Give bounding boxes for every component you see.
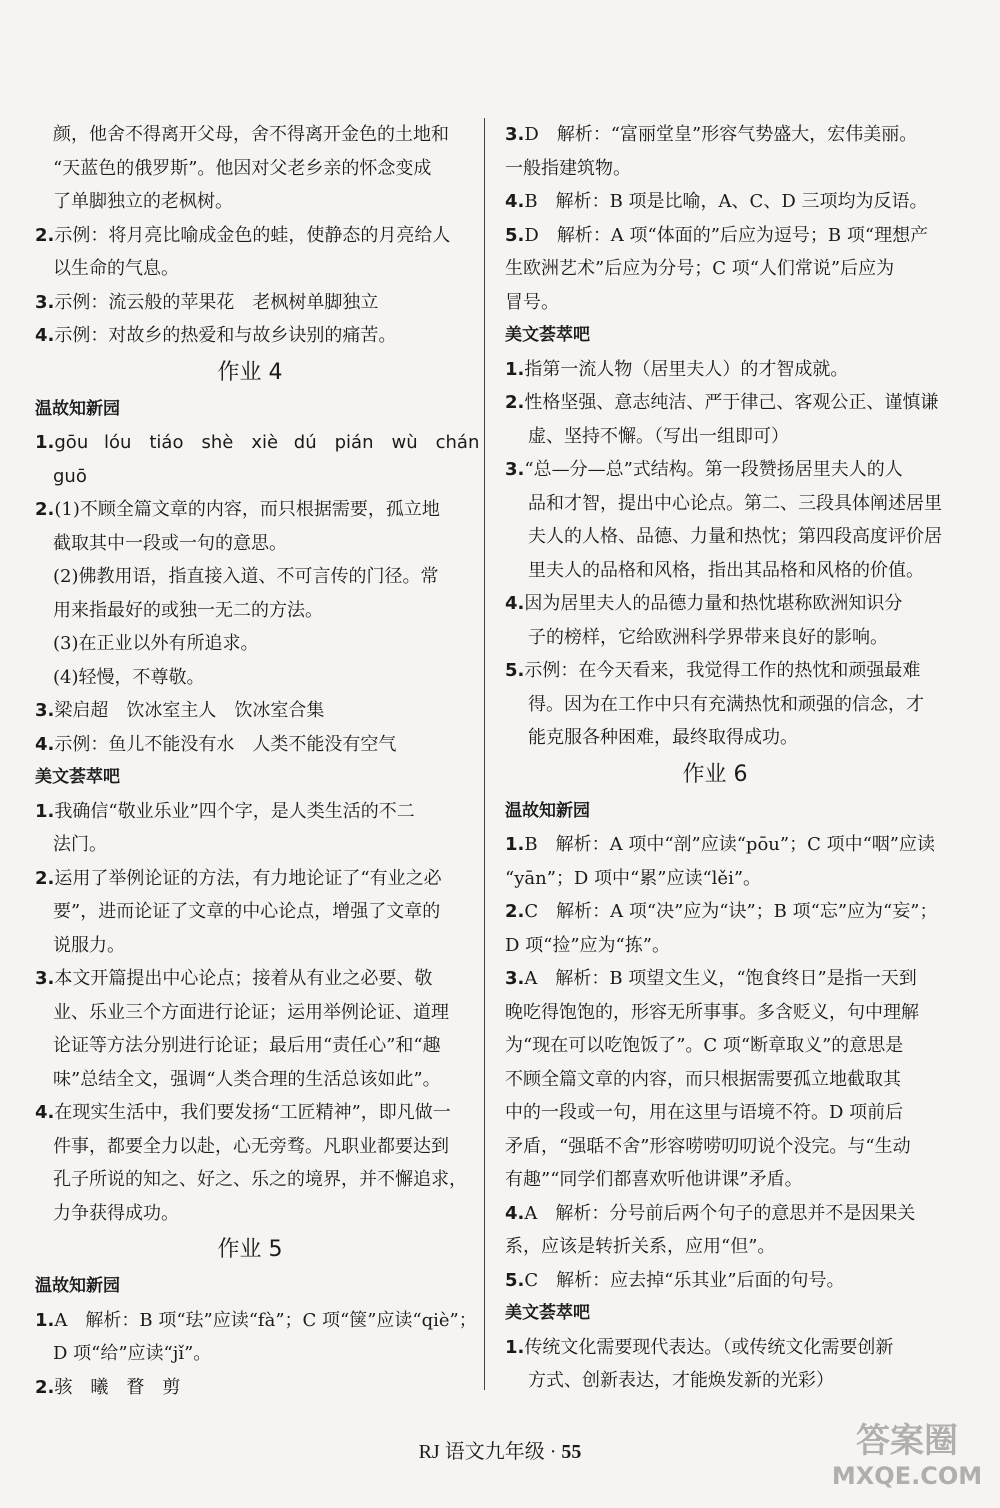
question-number: 4. <box>505 191 525 212</box>
answer-text: 梁启超 饮冰室主人 饮冰室合集 <box>54 700 325 721</box>
answer-text: 我确信“敬业乐业”四个字，是人类生活的不二 <box>54 800 415 822</box>
answer-text: (1)不顾全篇文章的内容，而只根据需要，孤立地 <box>54 499 440 520</box>
answer-text: 运用了举例论证的方法，有力地论证了“有业之必 <box>54 867 442 889</box>
text-line: D 项“给”应读“jǐ”。 <box>53 1343 212 1364</box>
question-number: 1. <box>35 432 55 453</box>
answer-line <box>35 319 465 353</box>
text-line: 孔子所说的知之、好之、乐之的境界，并不懈追求， <box>53 1169 467 1190</box>
answer-choice: B <box>524 191 538 212</box>
answer-line <box>35 862 465 896</box>
question-number: 3. <box>35 700 55 721</box>
answer-choice: A <box>54 1309 68 1331</box>
text-line: (4)轻慢，不尊敬。 <box>53 666 205 688</box>
question-number: 2. <box>35 499 55 520</box>
answer-line <box>35 286 465 320</box>
answer-choice: C <box>524 1269 539 1291</box>
question-number: 2. <box>35 867 55 889</box>
answer-line <box>505 386 939 420</box>
text-line: 夫人的人格、品德、力量和热忱；第四段高度评价居 <box>528 526 942 547</box>
answer-text: 本文开篇提出中心论点；接着从有业之必要、敬 <box>54 968 433 989</box>
answer-text: ：应去掉“乐其业”后面的句号。 <box>592 1269 845 1291</box>
question-number: 2. <box>505 392 525 413</box>
answer-line <box>505 1331 925 1365</box>
answer-text: 示例：对故乡的热爱和与故乡诀别的痛苦。 <box>54 325 397 346</box>
answer-line <box>35 493 465 527</box>
question-number: 1. <box>505 834 525 855</box>
answer-line <box>505 1197 925 1231</box>
question-number: 4. <box>35 325 55 346</box>
question-number: 5. <box>505 224 525 246</box>
answer-text: ：A 项中“剖”应读“pōu”；C 项中“咽”应读 <box>591 834 935 855</box>
section-heading: 美文荟萃吧 <box>505 325 590 345</box>
answer-text: ：B 项是比喻，A、C、D 三项均为反语。 <box>591 191 928 212</box>
analysis-label: 解析 <box>556 901 593 922</box>
answer-choice: D <box>524 124 539 145</box>
answer-text: 示例：流云般的苹果花 老枫树单脚独立 <box>54 291 379 313</box>
answer-line <box>35 1096 465 1130</box>
page-number: 55 <box>561 1441 582 1463</box>
answer-choice: D <box>524 224 539 246</box>
answer-line <box>35 219 465 253</box>
text-line: 用来指最好的或独一无二的方法。 <box>53 599 323 621</box>
answer-text: ：“富丽堂皇”形容气势盛大，宏伟美丽。 <box>592 124 918 145</box>
text-line: 矛盾，“强聒不舍”形容唠唠叨叨说个没完。与“生动 <box>505 1135 911 1157</box>
footer-label: RJ 语文九年级 · <box>418 1441 562 1463</box>
question-number: 3. <box>505 968 525 989</box>
answer-line <box>505 895 938 929</box>
question-number: 3. <box>505 124 525 145</box>
text-line: 方式、创新表达，才能焕发新的光彩） <box>528 1370 834 1391</box>
answer-line <box>35 795 465 829</box>
answer-text: 因为居里夫人的品德力量和热忱堪称欧洲知识分 <box>524 593 903 614</box>
answer-text: 指第一流人物（居里夫人）的才智成就。 <box>524 358 849 380</box>
analysis-label: 解析 <box>85 1309 122 1331</box>
answer-text: ：A 项“决”应为“诀”；B 项“忘”应为“妄”； <box>592 901 938 922</box>
answer-line <box>505 185 928 219</box>
text-line: “天蓝色的俄罗斯”。他因对父老乡亲的怀念变成 <box>53 157 432 179</box>
question-number: 2. <box>505 901 525 922</box>
answer-text: “总—分—总”式结构。第一段赞扬居里夫人的人 <box>524 459 903 480</box>
text-line: 要”，进而论证了文章的中心论点，增强了文章的 <box>53 901 441 922</box>
answer-line <box>35 426 480 460</box>
answer-text: 性格坚强、意志纯洁、严于律己、客观公正、谨慎谦 <box>524 392 939 413</box>
homework-heading: 作业 6 <box>682 761 748 787</box>
analysis-label: 解析 <box>556 224 593 246</box>
question-number: 3. <box>35 968 55 989</box>
text-line: 法门。 <box>53 834 107 855</box>
text-line: 论证等方法分别进行论证；最后用“责任心”和“趣 <box>53 1035 441 1056</box>
text-line: D 项“捡”应为“拣”。 <box>505 934 670 956</box>
text-line: 为“现在可以吃饱饭了”。C 项“断章取义”的意思是 <box>505 1035 904 1056</box>
answer-line <box>35 728 465 762</box>
section-heading: 温故知新园 <box>35 1276 120 1296</box>
text-line: 颜，他舍不得离开父母，舍不得离开金色的土地和 <box>53 124 449 145</box>
answer-line <box>505 654 925 688</box>
section-heading: 温故知新园 <box>505 800 590 821</box>
question-number: 4. <box>505 1202 525 1224</box>
answer-line <box>35 1304 477 1338</box>
text-line: 味”总结全文，强调“人类合理的生活总该如此”。 <box>53 1068 441 1090</box>
question-number: 1. <box>505 1336 525 1358</box>
section-heading: 美文荟萃吧 <box>505 1303 590 1323</box>
analysis-label: 解析 <box>555 834 592 855</box>
answer-choice: B <box>524 834 538 855</box>
text-line: 了单脚独立的老枫树。 <box>53 191 233 212</box>
answer-line <box>505 219 929 253</box>
left-column <box>35 118 480 1404</box>
answer-line <box>505 587 925 621</box>
answer-choice: A <box>524 1202 538 1224</box>
question-number: 1. <box>505 358 525 380</box>
answer-text: 示例：鱼儿不能没有水 人类不能没有空气 <box>54 733 397 755</box>
text-line: 系，应该是转折关系，应用“但”。 <box>505 1236 776 1257</box>
text-line: 一般指建筑物。 <box>505 157 631 179</box>
answer-line <box>35 694 465 728</box>
text-line: 晚吃得饱饱的，形容无所事事。多含贬义，句中理解 <box>505 1001 919 1023</box>
text-line: guō <box>53 465 87 487</box>
section-heading: 美文荟萃吧 <box>35 767 120 787</box>
question-number: 4. <box>35 1102 55 1123</box>
answer-line <box>505 353 925 387</box>
watermark-logo <box>832 1414 982 1494</box>
answer-choice: A <box>524 968 538 989</box>
text-line: 力争获得成功。 <box>53 1202 179 1224</box>
analysis-label: 解析 <box>555 1202 592 1224</box>
answer-text: ：B 项“珐”应读“fà”；C 项“箧”应读“qiè”； <box>121 1309 477 1331</box>
answer-line <box>35 1371 465 1405</box>
question-number: 1. <box>35 800 55 822</box>
answer-text: 在现实生活中，我们要发扬“工匠精神”，即凡做一 <box>54 1102 451 1123</box>
svg-text:MXQE.COM: MXQE.COM <box>832 1462 982 1490</box>
question-number: 2. <box>35 1376 55 1398</box>
question-number: 4. <box>35 733 55 755</box>
answer-text: ：B 项望文生义，“饱食终日”是指一天到 <box>591 968 917 989</box>
text-line: 生欧洲艺术”后应为分号；C 项“人们常说”后应为 <box>505 258 895 279</box>
answer-text: 示例：将月亮比喻成金色的蛙，使静态的月亮给人 <box>54 224 451 246</box>
text-line: (3)在正业以外有所追求。 <box>53 633 259 654</box>
svg-text:答案圈: 答案圈 <box>856 1421 958 1461</box>
text-line: 里夫人的品格和风格，指出其品格和风格的价值。 <box>528 559 924 581</box>
text-line: 说服力。 <box>53 934 125 956</box>
answer-line <box>505 453 925 487</box>
question-number: 5. <box>505 1269 525 1291</box>
text-line: 子的榜样，它给欧洲科学界带来良好的影响。 <box>528 626 888 648</box>
right-column <box>505 118 942 1398</box>
text-line: 冒号。 <box>505 291 559 313</box>
answer-text: 示例：在今天看来，我觉得工作的热忱和顽强最难 <box>524 660 921 681</box>
answer-line <box>505 962 925 996</box>
text-line: (2)佛教用语，指直接入道、不可言传的门径。常 <box>53 566 439 587</box>
homework-heading: 作业 5 <box>217 1237 283 1262</box>
question-number: 3. <box>35 291 55 313</box>
text-line: 中的一段或一句，用在这里与语境不符。D 项前后 <box>505 1102 904 1123</box>
analysis-label: 解析 <box>555 968 592 989</box>
analysis-label: 解析 <box>556 124 593 145</box>
answer-text: 传统文化需要现代表达。（或传统文化需要创新 <box>524 1336 894 1358</box>
answer-choice: C <box>524 901 539 922</box>
text-line: 业、乐业三个方面进行论证；运用举例论证、道理 <box>53 1001 449 1023</box>
text-line: 有趣”“同学们都喜欢听他讲课”矛盾。 <box>505 1169 803 1190</box>
text-line: 不顾全篇文章的内容，而只根据需要孤立地截取其 <box>505 1068 901 1090</box>
text-line: 能克服各种困难，最终取得成功。 <box>528 727 798 748</box>
answer-line <box>35 962 465 996</box>
section-heading: 温故知新园 <box>35 398 120 419</box>
answer-text: ：分号前后两个句子的意思并不是因果关 <box>591 1202 916 1224</box>
homework-heading: 作业 4 <box>217 359 283 385</box>
answer-text: 骇 曦 瞀 剪 <box>54 1376 181 1398</box>
question-number: 2. <box>35 224 55 246</box>
text-line: 以生命的气息。 <box>53 258 179 279</box>
question-number: 5. <box>505 660 525 681</box>
text-line: 品和才智，提出中心论点。第二、三段具体阐述居里 <box>528 492 942 514</box>
text-line: “yān”；D 项中“累”应读“lěi”。 <box>505 867 762 889</box>
question-number: 1. <box>35 1309 55 1331</box>
analysis-label: 解析 <box>555 191 592 212</box>
text-line: 件事，都要全力以赴，心无旁骛。凡职业都要达到 <box>53 1135 449 1157</box>
answer-text: gōu lóu tiáo shè xiè dú pián wù chán <box>54 432 480 453</box>
text-line: 虚、坚持不懈。（写出一组即可） <box>528 425 789 447</box>
answer-line <box>505 828 935 862</box>
answer-text: ：A 项“体面的”后应为逗号；B 项“理想产 <box>592 224 929 246</box>
answer-line <box>505 118 925 152</box>
answer-line <box>505 1264 925 1298</box>
analysis-label: 解析 <box>556 1269 593 1291</box>
text-line: 截取其中一段或一句的意思。 <box>53 532 287 554</box>
column-divider <box>484 118 485 1390</box>
question-number: 4. <box>505 593 525 614</box>
text-line: 得。因为在工作中只有充满热忱和顽强的信念，才 <box>528 693 924 715</box>
question-number: 3. <box>505 459 525 480</box>
